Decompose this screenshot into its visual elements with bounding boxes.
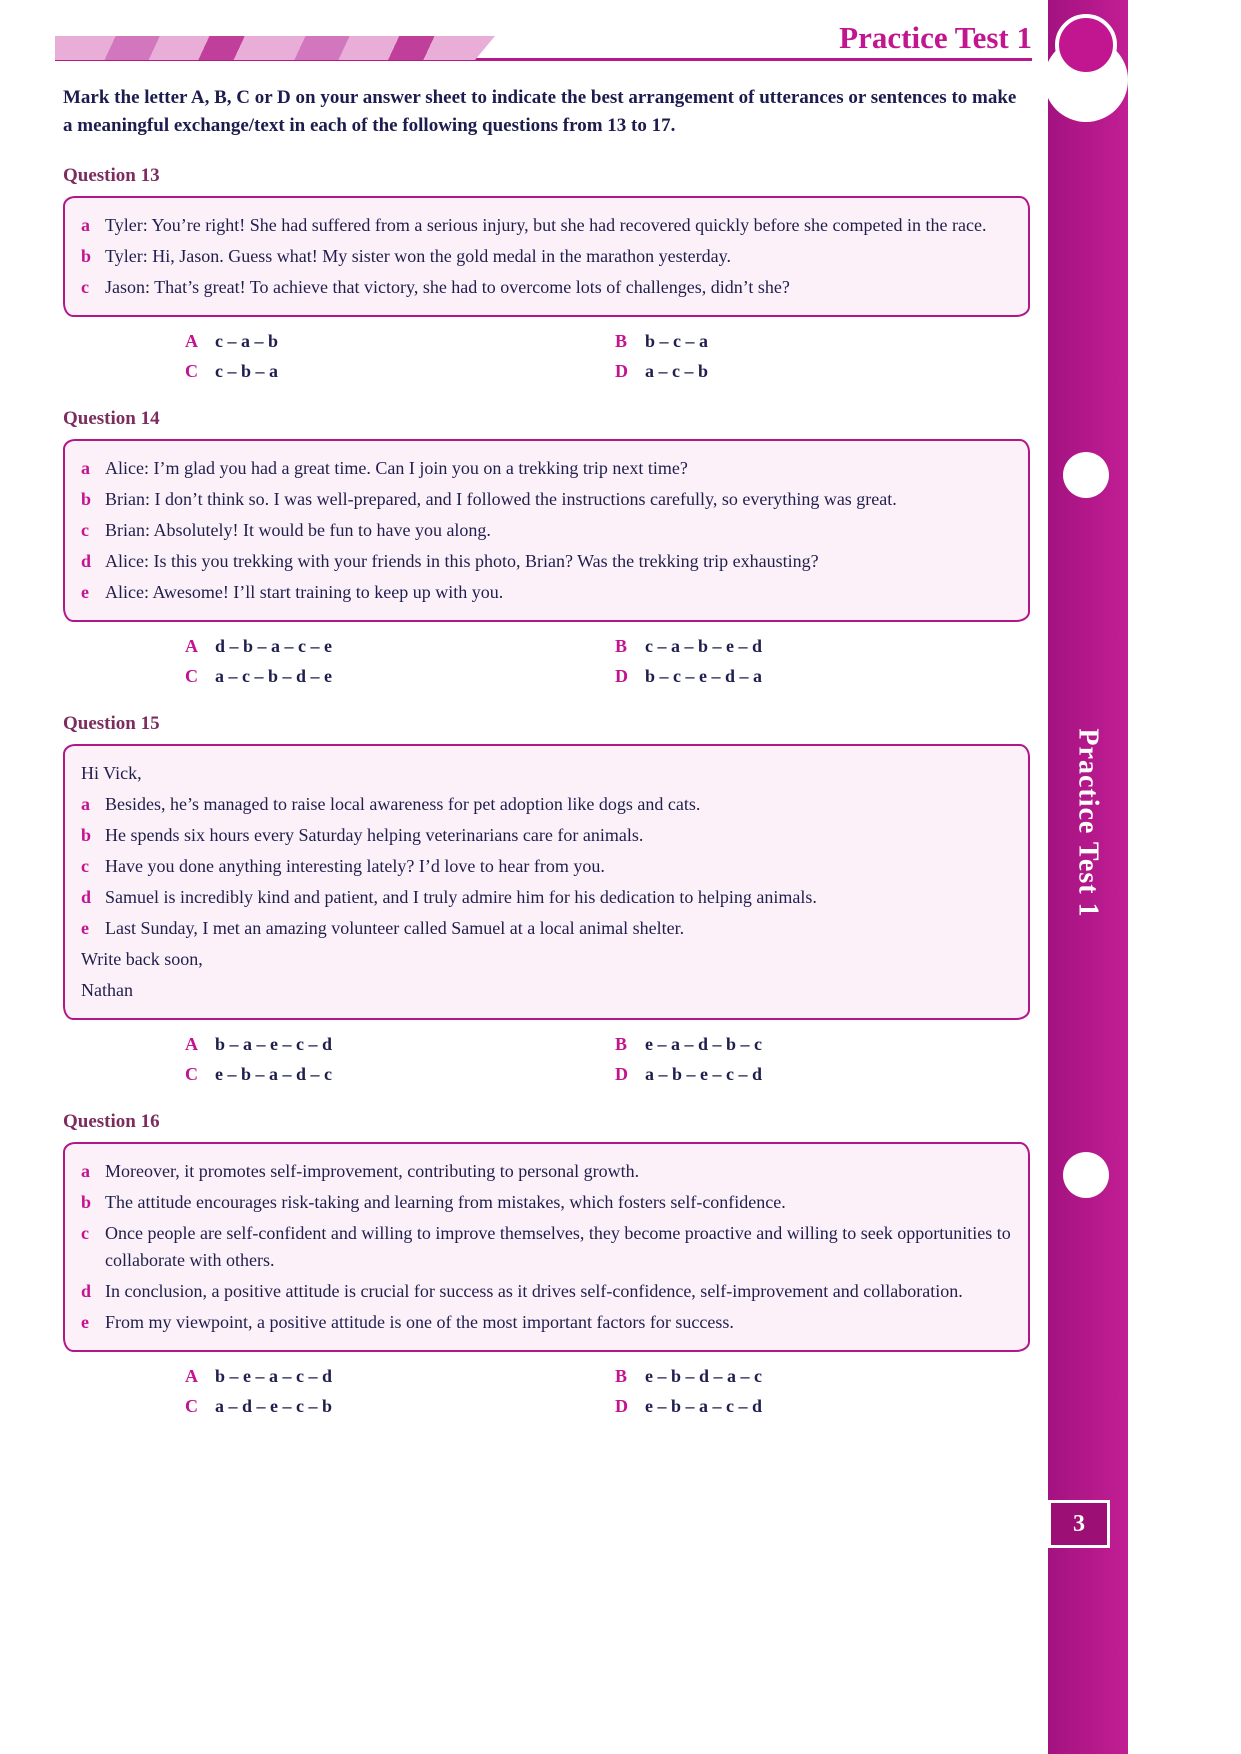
list-item <box>81 822 1012 849</box>
option-letter: C <box>185 666 198 687</box>
item-letter: b <box>81 1192 92 1213</box>
option-value: a – c – b – d – e <box>215 666 332 687</box>
item-letter: b <box>81 246 92 267</box>
decorative-ribbon <box>55 36 495 60</box>
answer-options <box>185 636 1030 687</box>
question-13 <box>63 165 1030 382</box>
option-value: b – c – e – d – a <box>645 666 762 687</box>
instructions-text: Mark the letter A, B, C or D on your answer sheet to indicate the best arrangement of utterances or sentences to make a meaningful exchange/text in each of the following questions from 13 to 17. <box>63 87 1017 136</box>
option-letter: A <box>185 331 198 352</box>
item-text: From my viewpoint, a positive attitude is one of the most important factors for success. <box>105 1312 734 1333</box>
item-letter: d <box>81 887 92 908</box>
option-letter: D <box>615 1396 628 1417</box>
answer-option <box>615 1366 1030 1387</box>
option-value: b – e – a – c – d <box>215 1366 332 1387</box>
question-16 <box>63 1111 1030 1417</box>
item-text: Alice: Awesome! I’ll start training to keep up with you. <box>105 582 504 603</box>
item-letter: a <box>81 794 90 815</box>
letter-greeting: Hi Vick, <box>81 763 142 784</box>
question-label: Question 15 <box>63 713 160 735</box>
option-value: c – a – b – e – d <box>645 636 762 657</box>
option-letter: A <box>185 1034 198 1055</box>
question-15 <box>63 713 1030 1085</box>
item-letter: c <box>81 520 89 541</box>
option-letter: C <box>185 1396 198 1417</box>
list-item <box>81 455 1012 482</box>
main-content <box>63 84 1030 1421</box>
option-letter: A <box>185 636 198 657</box>
question-box <box>63 744 1030 1020</box>
list-item <box>81 243 1012 270</box>
option-value: b – a – e – c – d <box>215 1034 332 1055</box>
item-letter: b <box>81 825 92 846</box>
item-letter: d <box>81 1281 92 1302</box>
item-text: Moreover, it promotes self-improvement, contributing to personal growth. <box>105 1161 640 1182</box>
answer-options <box>185 331 1030 382</box>
option-value: e – b – a – d – c <box>215 1064 332 1085</box>
option-value: a – b – e – c – d <box>645 1064 762 1085</box>
question-label: Question 14 <box>63 408 160 430</box>
option-value: a – d – e – c – b <box>215 1396 332 1417</box>
item-letter: a <box>81 215 90 236</box>
option-value: c – b – a <box>215 361 278 382</box>
item-text: Jason: That’s great! To achieve that victory, she had to overcome lots of challenges, didn’t she? <box>105 277 790 298</box>
option-value: b – c – a <box>645 331 708 352</box>
item-text: Alice: Is this you trekking with your friends in this photo, Brian? Was the trekking trip exhausting? <box>105 551 819 572</box>
item-text: The attitude encourages risk-taking and learning from mistakes, which fosters self-confidence. <box>105 1192 786 1213</box>
tab-hole-circle-icon <box>1063 1152 1109 1198</box>
option-letter: B <box>615 331 628 352</box>
item-letter: e <box>81 918 89 939</box>
item-text: Brian: I don’t think so. I was well-prepared, and I followed the instructions carefully, so everything was great. <box>105 489 897 510</box>
item-letter: a <box>81 458 90 479</box>
tab-hole-circle-icon <box>1063 452 1109 498</box>
answer-option <box>615 361 1030 382</box>
item-letter: e <box>81 1312 89 1333</box>
item-text: Tyler: Hi, Jason. Guess what! My sister won the gold medal in the marathon yesterday. <box>105 246 731 267</box>
item-letter: d <box>81 551 92 572</box>
list-item <box>81 1158 1012 1185</box>
list-item <box>81 1309 1012 1336</box>
answer-option <box>185 361 615 382</box>
item-letter: c <box>81 1223 89 1244</box>
answer-option <box>615 331 1030 352</box>
answer-option <box>185 1366 615 1387</box>
list-item <box>81 579 1012 606</box>
answer-options <box>185 1034 1030 1085</box>
question-14 <box>63 408 1030 687</box>
letter-closing: Write back soon, <box>81 949 203 970</box>
list-item <box>81 548 1012 575</box>
question-label: Question 16 <box>63 1111 160 1133</box>
answer-options <box>185 1366 1030 1417</box>
list-item <box>81 1189 1012 1216</box>
page-title: Practice Test 1 <box>839 20 1032 55</box>
answer-option <box>185 1396 615 1417</box>
answer-option <box>185 1034 615 1055</box>
option-letter: B <box>615 1366 628 1387</box>
item-letter: b <box>81 489 92 510</box>
item-text: He spends six hours every Saturday helping veterinarians care for animals. <box>105 825 644 846</box>
option-letter: B <box>615 1034 628 1055</box>
option-letter: A <box>185 1366 198 1387</box>
item-letter: c <box>81 277 89 298</box>
option-value: e – b – d – a – c <box>645 1366 762 1387</box>
list-item <box>81 517 1012 544</box>
list-item <box>81 791 1012 818</box>
item-letter: c <box>81 856 89 877</box>
list-item <box>81 486 1012 513</box>
item-text: In conclusion, a positive attitude is crucial for success as it drives self-confidence, self-improvement and collaboration. <box>105 1281 963 1302</box>
option-letter: D <box>615 666 628 687</box>
list-item <box>81 1220 1012 1274</box>
sidebar-title-wrap <box>1048 688 1128 958</box>
sidebar-title: Practice Test 1 <box>1073 728 1105 918</box>
item-text: Brian: Absolutely! It would be fun to have you along. <box>105 520 491 541</box>
list-item <box>81 853 1012 880</box>
page-number: 3 <box>1048 1500 1110 1548</box>
list-item <box>81 915 1012 942</box>
list-item <box>81 884 1012 911</box>
answer-option <box>185 1064 615 1085</box>
question-box <box>63 439 1030 622</box>
option-value: e – b – a – c – d <box>645 1396 762 1417</box>
answer-option <box>615 1396 1030 1417</box>
question-box <box>63 1142 1030 1352</box>
item-text: Last Sunday, I met an amazing volunteer called Samuel at a local animal shelter. <box>105 918 685 939</box>
list-item <box>81 212 1012 239</box>
item-text: Samuel is incredibly kind and patient, and I truly admire him for his dedication to helping animals. <box>105 887 817 908</box>
answer-option <box>615 636 1030 657</box>
option-value: c – a – b <box>215 331 278 352</box>
list-item <box>81 274 1012 301</box>
option-value: d – b – a – c – e <box>215 636 332 657</box>
list-item <box>81 1278 1012 1305</box>
answer-option <box>615 1064 1030 1085</box>
option-value: e – a – d – b – c <box>645 1034 762 1055</box>
item-text: Tyler: You’re right! She had suffered from a serious injury, but she had recovered quickly before she competed in the race. <box>105 215 987 236</box>
option-letter: D <box>615 361 628 382</box>
letter-signature: Nathan <box>81 980 133 1001</box>
item-text: Have you done anything interesting lately? I’d love to hear from you. <box>105 856 605 877</box>
option-letter: B <box>615 636 628 657</box>
item-text: Alice: I’m glad you had a great time. Can I join you on a trekking trip next time? <box>105 458 688 479</box>
option-letter: C <box>185 1064 198 1085</box>
option-letter: C <box>185 361 198 382</box>
item-letter: e <box>81 582 89 603</box>
answer-option <box>615 666 1030 687</box>
answer-option <box>185 636 615 657</box>
item-letter: a <box>81 1161 90 1182</box>
answer-option <box>615 1034 1030 1055</box>
question-label: Question 13 <box>63 165 160 187</box>
item-text: Once people are self-confident and willing to improve themselves, they become proactive and willing to seek opportunities to collaborate with others. <box>105 1223 1011 1271</box>
answer-option <box>185 331 615 352</box>
option-letter: D <box>615 1064 628 1085</box>
item-text: Besides, he’s managed to raise local awareness for pet adoption like dogs and cats. <box>105 794 701 815</box>
answer-option <box>185 666 615 687</box>
option-value: a – c – b <box>645 361 708 382</box>
tab-circle-accent-icon <box>1055 14 1117 76</box>
question-box <box>63 196 1030 317</box>
